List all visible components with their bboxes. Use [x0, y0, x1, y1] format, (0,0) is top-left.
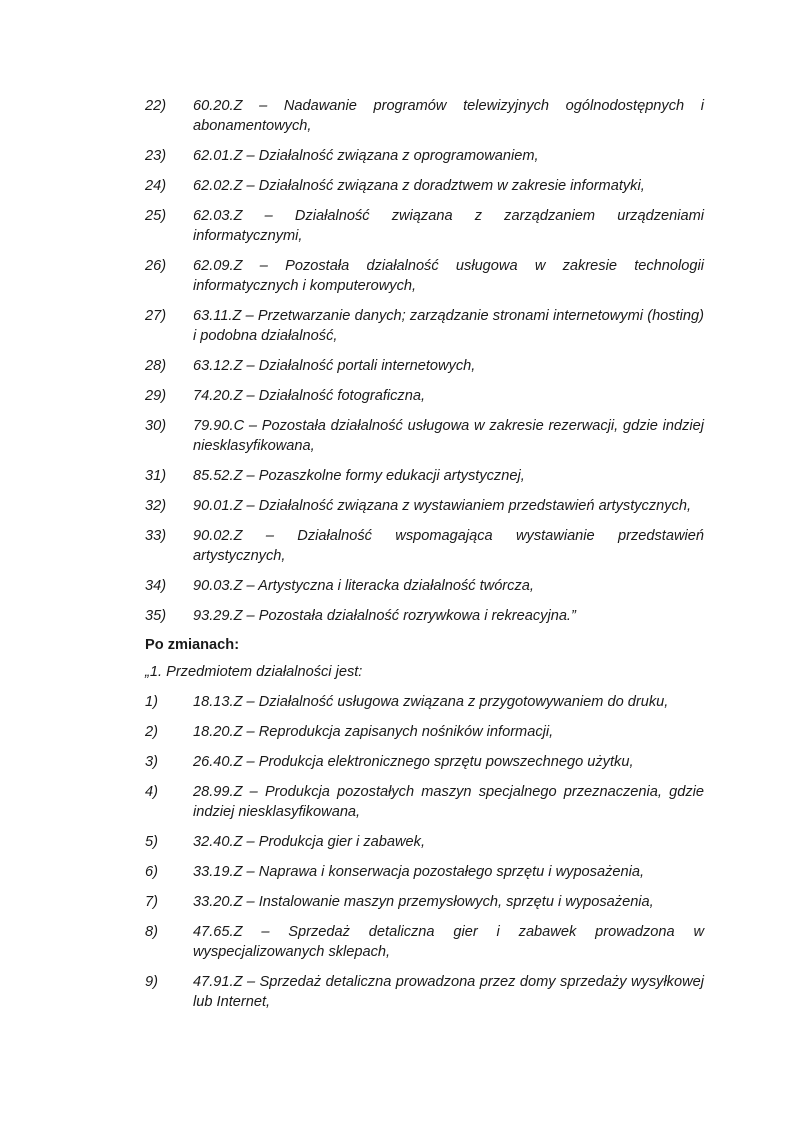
- document-page: [145, 96, 704, 1022]
- item-text: 63.12.Z – Działalność portali internetowych,: [193, 358, 476, 374]
- list-item: [145, 692, 704, 712]
- item-number: 25): [145, 208, 167, 224]
- list-item: [145, 176, 704, 196]
- item-number: 26): [145, 258, 167, 274]
- item-text: 79.90.C – Pozostała działalność usługowa w zakresie rezerwacji, gdzie indziej niesklasyfikowana,: [193, 418, 704, 454]
- item-number: 35): [145, 608, 167, 624]
- item-text: 62.02.Z – Działalność związana z doradztwem w zakresie informatyki,: [193, 178, 645, 194]
- item-number: 4): [145, 784, 158, 800]
- list-item: [145, 96, 704, 136]
- item-text: 74.20.Z – Działalność fotograficzna,: [193, 388, 426, 404]
- item-number: 30): [145, 418, 167, 434]
- item-text: 90.02.Z – Działalność wspomagająca wystawianie przedstawień artystycznych,: [193, 528, 704, 564]
- item-text: 33.19.Z – Naprawa i konserwacja pozostałego sprzętu i wyposażenia,: [193, 864, 645, 880]
- item-number: 33): [145, 528, 167, 544]
- item-number: 28): [145, 358, 167, 374]
- item-text: 18.20.Z – Reprodukcja zapisanych nośników informacji,: [193, 724, 554, 740]
- list-item: [145, 356, 704, 376]
- list-item: [145, 862, 704, 882]
- item-number: 24): [145, 178, 167, 194]
- item-text: 62.09.Z – Pozostała działalność usługowa w zakresie technologii informatycznych i komputerowych,: [193, 258, 704, 294]
- item-text: 62.03.Z – Działalność związana z zarządzaniem urządzeniami informatycznymi,: [193, 208, 704, 244]
- list-item: [145, 972, 704, 1012]
- list-item: [145, 922, 704, 962]
- list-before-changes: [145, 96, 704, 626]
- list-item: [145, 416, 704, 456]
- item-number: 1): [145, 694, 158, 710]
- item-number: 5): [145, 834, 158, 850]
- list-item: [145, 606, 704, 626]
- item-number: 8): [145, 924, 158, 940]
- list-after-changes: [145, 692, 704, 1012]
- item-text: 47.91.Z – Sprzedaż detaliczna prowadzona przez domy sprzedaży wysyłkowej lub Internet,: [193, 974, 704, 1010]
- item-text: 47.65.Z – Sprzedaż detaliczna gier i zabawek prowadzona w wyspecjalizowanych sklepach,: [193, 924, 704, 960]
- list-item: [145, 832, 704, 852]
- item-text: 90.01.Z – Działalność związana z wystawianiem przedstawień artystycznych,: [193, 498, 692, 514]
- list-item: [145, 892, 704, 912]
- list-item: [145, 526, 704, 566]
- item-number: 7): [145, 894, 158, 910]
- item-number: 27): [145, 308, 167, 324]
- section-heading: Po zmianach:: [145, 637, 240, 653]
- item-text: 26.40.Z – Produkcja elektronicznego sprzętu powszechnego użytku,: [193, 754, 634, 770]
- item-text: 60.20.Z – Nadawanie programów telewizyjnych ogólnodostępnych i abonamentowych,: [193, 98, 704, 134]
- list-item: [145, 206, 704, 246]
- item-text: 28.99.Z – Produkcja pozostałych maszyn specjalnego przeznaczenia, gdzie indziej niesklasyfikowana,: [193, 784, 704, 820]
- list-item: [145, 386, 704, 406]
- intro-line: „1. Przedmiotem działalności jest:: [145, 664, 363, 680]
- list-item: [145, 722, 704, 742]
- list-item: [145, 782, 704, 822]
- item-text: 32.40.Z – Produkcja gier i zabawek,: [193, 834, 426, 850]
- list-item: [145, 752, 704, 772]
- item-number: 31): [145, 468, 167, 484]
- item-number: 32): [145, 498, 167, 514]
- item-number: 29): [145, 388, 167, 404]
- item-number: 23): [145, 148, 167, 164]
- list-item: [145, 576, 704, 596]
- item-text: 33.20.Z – Instalowanie maszyn przemysłowych, sprzętu i wyposażenia,: [193, 894, 654, 910]
- list-item: [145, 496, 704, 516]
- item-number: 22): [145, 98, 167, 114]
- item-number: 9): [145, 974, 158, 990]
- item-number: 2): [145, 724, 158, 740]
- item-number: 6): [145, 864, 158, 880]
- item-text: 18.13.Z – Działalność usługowa związana z przygotowywaniem do druku,: [193, 694, 669, 710]
- item-number: 34): [145, 578, 167, 594]
- list-item: [145, 306, 704, 346]
- item-text: 85.52.Z – Pozaszkolne formy edukacji artystycznej,: [193, 468, 525, 484]
- item-text: 93.29.Z – Pozostała działalność rozrywkowa i rekreacyjna.”: [193, 608, 576, 624]
- item-text: 90.03.Z – Artystyczna i literacka działalność twórcza,: [193, 578, 534, 594]
- item-number: 3): [145, 754, 158, 770]
- item-text: 63.11.Z – Przetwarzanie danych; zarządzanie stronami internetowymi (hosting) i podobna działalność,: [193, 308, 704, 344]
- item-text: 62.01.Z – Działalność związana z oprogramowaniem,: [193, 148, 539, 164]
- list-item: [145, 146, 704, 166]
- list-item: [145, 466, 704, 486]
- list-item: [145, 256, 704, 296]
